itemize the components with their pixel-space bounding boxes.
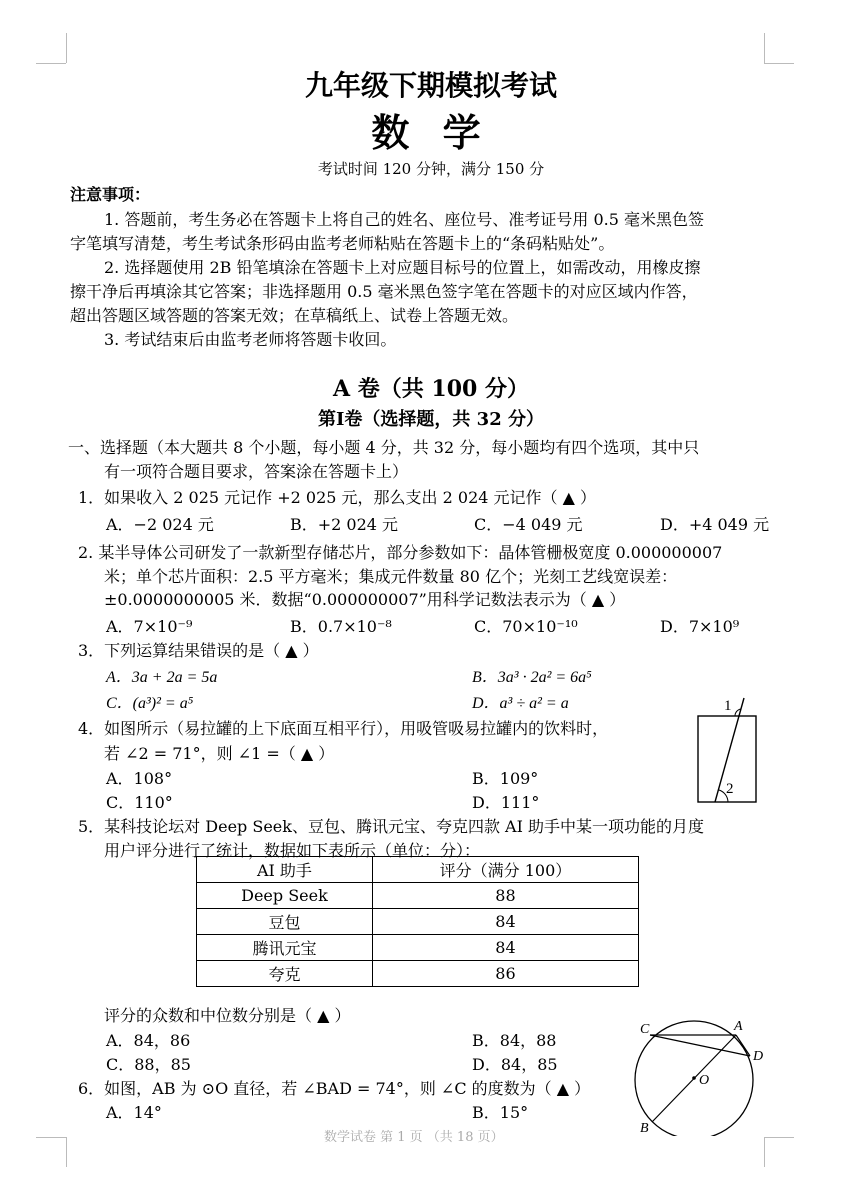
notes-heading: 注意事项： — [70, 185, 151, 204]
part-a-heading: A 卷（共 100 分） — [333, 376, 529, 402]
q3-option-d: D．a³ ÷ a² = a — [472, 695, 569, 712]
q4-option-b: B．109° — [472, 769, 539, 788]
table-row — [197, 961, 639, 987]
point-a-label: A — [734, 1019, 743, 1034]
page-footer: 数学试卷 第 1 页 （共 18 页） — [324, 1130, 504, 1145]
point-b-label: B — [640, 1121, 649, 1136]
q6-option-a: A．14° — [106, 1103, 162, 1122]
crop-mark — [66, 1137, 67, 1167]
q5-line-1: 5．某科技论坛对 Deep Seek、豆包、腾讯元宝、夸克四款 AI 助手中某一项功能的月度 — [78, 817, 705, 836]
q2-option-a: A．7×10⁻⁹ — [106, 617, 193, 636]
mc-header-text: 一、选择题（本大题共 8 个小题，每小题 4 分，共 32 分，每小题均有四个选项，其中只 — [68, 438, 700, 457]
note-2-line-1: 2. 选择题使用 2B 铅笔填涂在答题卡上对应题目标号的位置上，如需改动，用橡皮擦 — [104, 258, 701, 277]
q5-question: 评分的众数和中位数分别是（ ▲ ） — [104, 1006, 351, 1025]
crop-mark — [764, 1137, 765, 1167]
table-row — [197, 935, 639, 961]
q1-option-d: D．+4 049 元 — [660, 515, 770, 534]
q5-line-2: 用户评分进行了统计，数据如下表所示（单位：分）： — [104, 841, 481, 860]
angle-1-label: 1 — [724, 698, 732, 714]
q2-option-c: C．70×10⁻¹⁰ — [474, 617, 578, 636]
q5-option-b: B．84，88 — [472, 1031, 557, 1050]
volume-1-heading: 第Ⅰ卷（选择题，共 32 分） — [317, 409, 544, 430]
crop-mark — [764, 1137, 794, 1138]
exam-info: 考试时间 120 分钟，满分 150 分 — [317, 160, 545, 178]
table-cell: Deep Seek — [197, 883, 373, 909]
table-cell: 腾讯元宝 — [197, 935, 373, 961]
q2-line-3: ±0.0000000005 米．数据“0.000000007”用科学记数法表示为（ ▲ ） — [104, 590, 626, 609]
point-o-label: O — [699, 1073, 710, 1088]
q4-option-d: D．111° — [472, 793, 540, 812]
q5-option-d: D．84，85 — [472, 1055, 558, 1074]
point-d-label: D — [753, 1049, 764, 1064]
note-3: 3. 考试结束后由监考老师将答题卡收回。 — [104, 330, 397, 349]
table-cell: 86 — [372, 961, 638, 987]
q1-option-a: A．−2 024 元 — [106, 515, 214, 534]
table-cell: 夸克 — [197, 961, 373, 987]
q2-line-2: 米；单个芯片面积：2.5 平方毫米；集成元件数量 80 亿个；光刻工艺线宽误差： — [104, 567, 678, 586]
mc-header-line-2: 有一项符合题目要求，答案涂在答题卡上） — [104, 462, 409, 481]
q4-line-2: 若 ∠2 = 71°，则 ∠1 =（ ▲ ） — [104, 744, 335, 763]
q3-option-c: C．(a³)² = a⁵ — [106, 695, 194, 712]
table-header-row — [197, 857, 639, 883]
q3-option-b: B．3a³ · 2a² = 6a⁵ — [472, 669, 592, 686]
q2-line-1: 2. 某半导体公司研发了一款新型存储芯片，部分参数如下：晶体管栅极宽度 0.000000007 — [78, 543, 723, 562]
table-cell: 豆包 — [197, 909, 373, 935]
crop-mark — [764, 33, 765, 63]
q5-option-a: A．84，86 — [106, 1031, 191, 1050]
table-cell: 88 — [372, 883, 638, 909]
note-1-line-1: 1. 答题前，考生务必在答题卡上将自己的姓名、座位号、准考证号用 0.5 毫米黑色签 — [104, 210, 704, 229]
circle-figure — [628, 1014, 768, 1136]
subject-title: 数 学 — [371, 110, 491, 155]
q1-stem: 1．如果收入 2 025 元记作 +2 025 元，那么支出 2 024 元记作（ ▲ ） — [78, 488, 596, 507]
q2-option-b: B．0.7×10⁻⁸ — [290, 617, 392, 636]
table-cell: 84 — [372, 935, 638, 961]
q1-option-b: B．+2 024 元 — [290, 515, 399, 534]
q6-option-b: B．15° — [472, 1103, 529, 1122]
q4-line-1: 4．如图所示（易拉罐的上下底面互相平行），用吸管吸易拉罐内的饮料时， — [78, 719, 609, 738]
q6-stem: 6．如图，AB 为 ⊙O 直径，若 ∠BAD = 74°，则 ∠C 的度数为（ ▲ ） — [78, 1079, 591, 1098]
center-point — [692, 1076, 696, 1080]
q1-option-c: C．−4 049 元 — [474, 515, 583, 534]
crop-mark — [36, 1137, 66, 1138]
exam-title: 九年级下期模拟考试 — [304, 69, 557, 102]
table-row — [197, 883, 639, 909]
point-c-label: C — [640, 1022, 650, 1037]
chord-ad — [736, 1035, 750, 1056]
table-header-cell: AI 助手 — [197, 857, 373, 883]
table-cell: 84 — [372, 909, 638, 935]
table-header-cell: 评分（满分 100） — [372, 857, 638, 883]
q5-option-c: C．88，85 — [106, 1055, 191, 1074]
q4-option-a: A．108° — [106, 769, 173, 788]
note-2-line-3: 超出答题区域答题的答案无效；在草稿纸上、试卷上答题无效。 — [70, 306, 519, 325]
note-1-line-2: 字笔填写清楚，考生考试条形码由监考老师粘贴在答题卡上的“条码粘贴处”。 — [70, 234, 615, 253]
note-2-line-2: 擦干净后再填涂其它答案；非选择题用 0.5 毫米黑色签字笔在答题卡的对应区域内作答， — [70, 282, 698, 301]
score-table — [196, 856, 639, 987]
mc-header-line-1 — [68, 435, 699, 458]
q4-option-c: C．110° — [106, 793, 173, 812]
crop-mark — [66, 33, 67, 63]
q3-stem: 3．下列运算结果错误的是（ ▲ ） — [78, 641, 319, 660]
can-straw-figure — [690, 694, 770, 806]
q2-option-d: D．7×10⁹ — [660, 617, 740, 636]
q3-option-a: A．3a + 2a = 5a — [106, 669, 218, 686]
table-row — [197, 909, 639, 935]
angle-2-label: 2 — [726, 781, 734, 797]
